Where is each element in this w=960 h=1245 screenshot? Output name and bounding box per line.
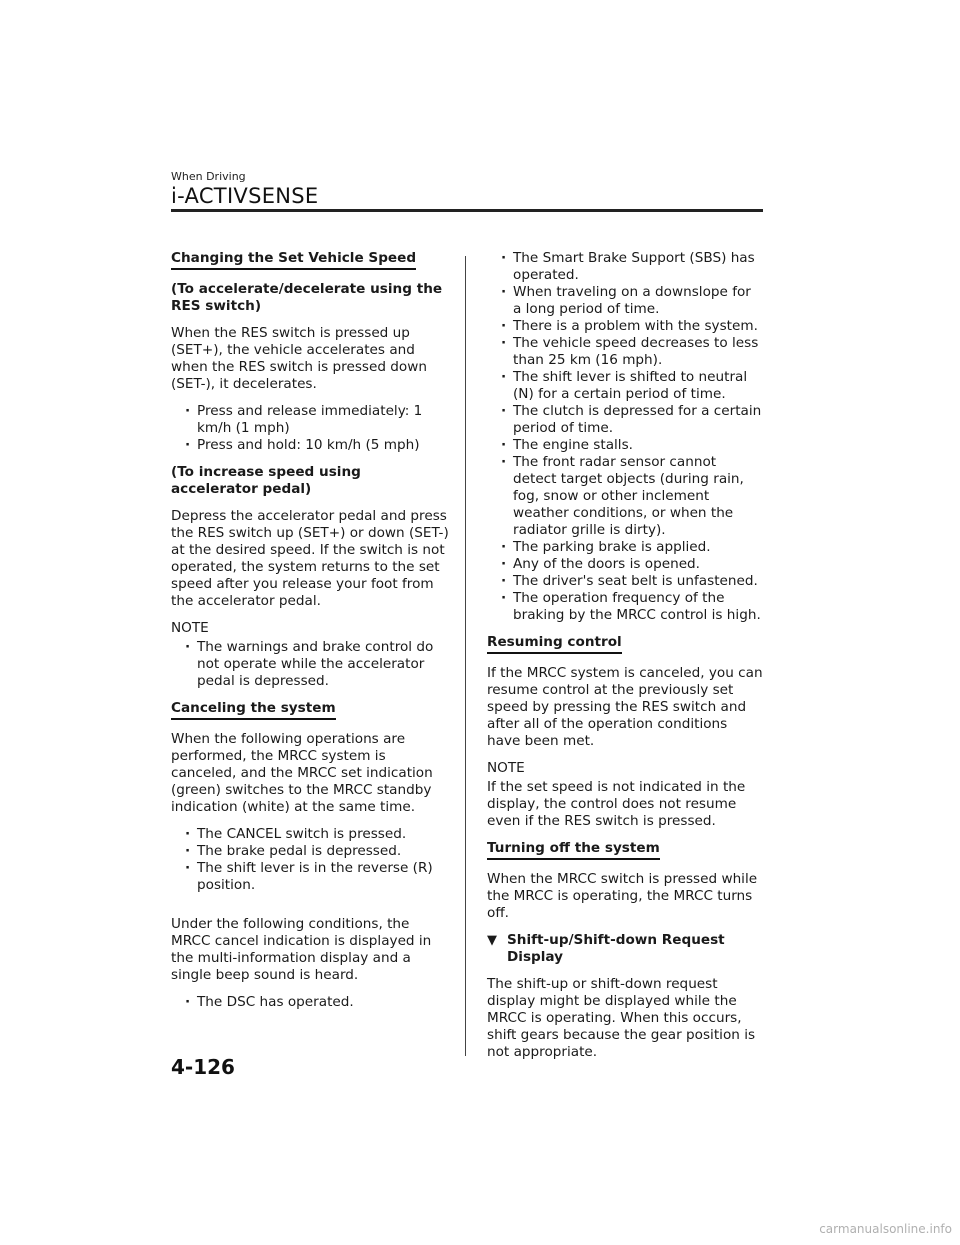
triangle-down-icon: ▼ [487, 933, 497, 948]
list-item: · Press and hold: 10 km/h (5 mph) [183, 437, 451, 454]
list-item: · The warnings and brake control do not operate while the accelerator pedal is depressed. [183, 639, 451, 690]
page-header [171, 170, 763, 208]
list-item: · The front radar sensor cannot detect target objects (during rain, fog, snow or other inclement weather conditions, or when the radiator grille is dirty). [499, 454, 763, 539]
heading-turning-off: Turning off the system [487, 840, 660, 860]
list-item: · The parking brake is applied. [499, 539, 763, 556]
paragraph-accelerator: Depress the accelerator pedal and press the RES switch up (SET+) or down (SET-) at the desired speed. If the switch is not operated, the system returns to the set speed after you release your foot from the accelerator pedal. [171, 508, 449, 609]
list-item: · The clutch is depressed for a certain period of time. [499, 403, 763, 437]
column-divider [465, 256, 466, 1056]
spacer [171, 904, 451, 916]
list-item: · The operation frequency of the braking by the MRCC control is high. [499, 590, 763, 624]
paragraph-turning-off: When the MRCC switch is pressed while the MRCC is operating, the MRCC turns off. [487, 871, 758, 921]
watermark-text: carmanualsonline.info [819, 1222, 952, 1236]
paragraph-res-switch: When the RES switch is pressed up (SET+), the vehicle accelerates and when the RES switch is pressed down (SET-), it decelerates. [171, 325, 427, 392]
note-text: If the set speed is not indicated in the display, the control does not resume even if the RES switch is pressed. [487, 779, 746, 829]
paragraph-canceling: When the following operations are performed, the MRCC system is canceled, and the MRCC set indication (green) switches to the MRCC standby indication (white) at the same time. [171, 731, 433, 815]
left-column [171, 250, 451, 1021]
list-item: · The Smart Brake Support (SBS) has operated. [499, 250, 763, 284]
list-item: · The brake pedal is depressed. [183, 843, 451, 860]
bullet-list-cancel-operations [171, 826, 451, 894]
heading-shift-request-text: Shift-up/Shift-down Request Display [507, 932, 725, 965]
list-item: · The vehicle speed decreases to less than 25 km (16 mph). [499, 335, 763, 369]
section-label: When Driving [171, 170, 246, 183]
subheading-accelerator: (To increase speed using accelerator pedal) [171, 464, 361, 497]
page-number: 4-126 [171, 1055, 235, 1079]
list-item: · Any of the doors is opened. [499, 556, 763, 573]
list-item: · The shift lever is in the reverse (R) position. [183, 860, 451, 894]
note-label: NOTE [171, 620, 209, 636]
bullet-list-cancel-conditions-cont [487, 250, 763, 624]
subheading-res-switch: (To accelerate/decelerate using the RES switch) [171, 281, 443, 314]
list-item: · The engine stalls. [499, 437, 763, 454]
paragraph-shift-request: The shift-up or shift-down request display might be displayed while the MRCC is operating. When this occurs, shift gears because the gear position is not appropriate. [487, 976, 756, 1060]
list-item: · The shift lever is shifted to neutral (N) for a certain period of time. [499, 369, 763, 403]
bullet-list-speed-steps [171, 403, 451, 454]
list-item: · The driver's seat belt is unfastened. [499, 573, 763, 590]
list-item: · Press and release immediately: 1 km/h (1 mph) [183, 403, 451, 437]
note-label: NOTE [487, 760, 525, 776]
chapter-title: i-ACTIVSENSE [171, 184, 319, 208]
note-bullet-list [171, 639, 451, 690]
heading-resuming: Resuming control [487, 634, 622, 654]
list-item: · There is a problem with the system. [499, 318, 763, 335]
list-item: · The DSC has operated. [183, 994, 451, 1011]
heading-shift-request [487, 932, 763, 966]
list-item: · When traveling on a downslope for a long period of time. [499, 284, 763, 318]
bullet-list-cancel-conditions [171, 994, 451, 1011]
paragraph-resuming: If the MRCC system is canceled, you can resume control at the previously set speed by pressing the RES switch and after all of the operation conditions have been met. [487, 665, 763, 749]
heading-canceling: Canceling the system [171, 700, 336, 720]
list-item: · The CANCEL switch is pressed. [183, 826, 451, 843]
header-rule [171, 209, 763, 212]
paragraph-cancel-conditions: Under the following conditions, the MRCC cancel indication is displayed in the multi-information display and a single beep sound is heard. [171, 916, 432, 983]
right-column [487, 250, 763, 1071]
heading-changing-speed: Changing the Set Vehicle Speed [171, 250, 416, 270]
